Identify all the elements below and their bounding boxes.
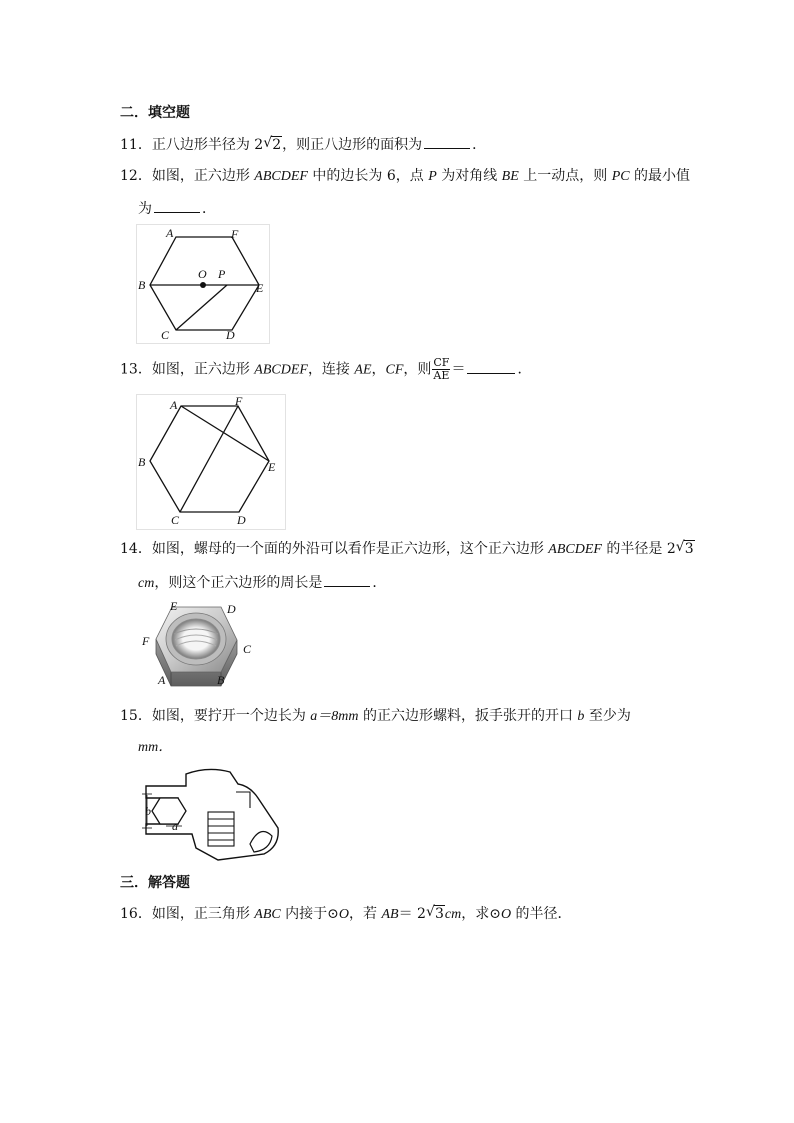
q11-number: 11．: [120, 137, 152, 153]
q13-hexagon-figure: [136, 394, 286, 530]
q14-label-e: E: [170, 599, 178, 613]
q12-segment-pc: [176, 285, 227, 330]
q12-center-point: [200, 282, 206, 288]
q14-hex-nut-figure: [138, 598, 262, 694]
section-heading-fill-blank: 二．填空题: [120, 105, 190, 121]
q13-figure-frame: [137, 395, 286, 530]
question-16: 16．如图，正三角形 ABC 内接于⊙O，若 AB＝ 2 √ 3cm，求⊙O 的半径．: [120, 904, 572, 922]
q13-label-b: B: [138, 455, 146, 469]
q14-label-f: F: [142, 634, 150, 648]
question-12-line2: 为 ．: [138, 198, 216, 219]
q12-label-e: E: [256, 281, 264, 295]
q14-label-c: C: [243, 642, 252, 656]
q16-number: 16．: [120, 906, 152, 922]
q11-answer-blank[interactable]: [424, 134, 470, 149]
q13-label-d: D: [237, 513, 246, 527]
q14-sqrt: √ 3: [675, 539, 694, 557]
q14-number: 14．: [120, 541, 152, 557]
q15-label-a: a: [172, 819, 178, 833]
q13-number: 13．: [120, 361, 152, 378]
q12-hexagon-figure: [136, 224, 270, 344]
question-14-line2: cm，则这个正六边形的周长是 ．: [138, 572, 386, 594]
q15-adjust-screw: [208, 812, 234, 846]
q12-number: 12．: [120, 168, 152, 184]
q13-fraction: $\frac{CF}{AE}$: [433, 356, 450, 382]
q13-label-a: A: [170, 398, 178, 412]
q13-answer-blank[interactable]: [467, 359, 515, 374]
q13-segment-ae: [181, 406, 269, 461]
q12-label-f: F: [231, 227, 239, 241]
question-15-line2: mm．: [138, 740, 173, 755]
q14-answer-blank[interactable]: [324, 572, 370, 587]
q12-label-o: O: [198, 267, 207, 281]
q11-text-pre: 正八边形半径为 2: [151, 137, 264, 153]
q12-answer-blank[interactable]: [154, 198, 200, 213]
q11-sqrt: √ 2: [263, 135, 282, 153]
q15-number: 15．: [120, 708, 152, 724]
q13-segment-cf: [180, 406, 238, 512]
q15-hex-bolt: [152, 798, 186, 824]
section-heading-solve: 三．解答题: [120, 875, 190, 891]
question-15: 15．如图，要拧开一个边长为 a＝8mm 的正六边形螺料，扳手张开的开口 b 至少为: [120, 708, 631, 724]
q13-label-f: F: [235, 394, 243, 408]
q14-label-a: A: [158, 673, 166, 687]
question-13: 13．如图，正六边形 ABCDEF，连接 AE，CF，则 $\frac{CF}{AE}$ ＝ ．: [120, 356, 532, 382]
q12-label-b: B: [138, 278, 146, 292]
question-14: 14．如图，螺母的一个面的外沿可以看作是正六边形，这个正六边形 ABCDEF 的半径是 2 √ 3: [120, 539, 694, 557]
q14-nut-hole: [172, 619, 220, 659]
q14-label-d: D: [227, 602, 236, 616]
q15-label-b: b: [145, 804, 151, 818]
q12-label-c: C: [161, 328, 170, 342]
q15-wrench-figure: [138, 764, 280, 864]
question-12: 12．如图，正六边形 ABCDEF 中的边长为 6，点 P 为对角线 BE 上一动点，则 PC 的最小值: [120, 168, 691, 184]
q12-label-p: P: [218, 267, 226, 281]
q12-label-d: D: [226, 328, 235, 342]
question-11: 11．正八边形半径为 2 √ 2，则正八边形的面积为 ．: [120, 135, 487, 153]
q13-label-c: C: [171, 513, 180, 527]
q16-sqrt: √ 3: [425, 904, 444, 922]
q14-label-b: B: [217, 673, 225, 687]
q12-label-a: A: [166, 226, 174, 240]
q11-text-post: ，则正八边形的面积为: [282, 137, 423, 153]
q13-label-e: E: [268, 460, 276, 474]
